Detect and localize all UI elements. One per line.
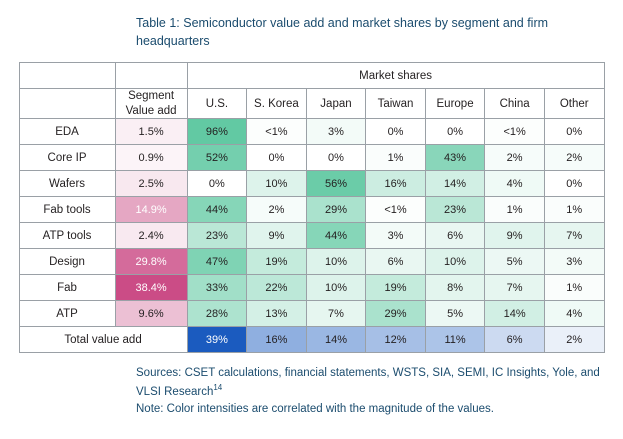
- cell-share: 0%: [187, 171, 247, 197]
- cell-total-share: 39%: [187, 327, 247, 353]
- cell-share: 0%: [306, 145, 366, 171]
- cell-share: 14%: [485, 301, 545, 327]
- cell-value-add: 9.6%: [115, 301, 187, 327]
- cell-share: 10%: [425, 249, 485, 275]
- cell-share: 9%: [485, 223, 545, 249]
- cell-share: 1%: [366, 145, 426, 171]
- cell-share: 2%: [485, 145, 545, 171]
- cell-value-add: 0.9%: [115, 145, 187, 171]
- header-segment-value-add: [115, 89, 187, 119]
- header-col-taiwan: Taiwan: [366, 89, 426, 119]
- table-row: [19, 249, 604, 275]
- cell-value-add: 2.5%: [115, 171, 187, 197]
- cell-value-add: 14.9%: [115, 197, 187, 223]
- cell-value-add: 29.8%: [115, 249, 187, 275]
- header-segment-blank: [115, 63, 187, 89]
- cell-share: 28%: [187, 301, 247, 327]
- cell-share: 6%: [366, 249, 426, 275]
- cell-share: <1%: [485, 119, 545, 145]
- cell-share: 16%: [366, 171, 426, 197]
- header-market-shares: Market shares: [187, 63, 604, 89]
- header-corner-blank: [19, 63, 115, 89]
- cell-total-share: 14%: [306, 327, 366, 353]
- table-notes: [136, 365, 605, 419]
- cell-share: 4%: [485, 171, 545, 197]
- cell-share: <1%: [366, 197, 426, 223]
- cell-share: 19%: [247, 249, 307, 275]
- row-label: ATP tools: [19, 223, 115, 249]
- cell-share: 9%: [247, 223, 307, 249]
- table-row: [19, 301, 604, 327]
- header-col-other: Other: [544, 89, 604, 119]
- table-header-group-row: [19, 63, 604, 89]
- cell-share: 3%: [366, 223, 426, 249]
- cell-share: 7%: [306, 301, 366, 327]
- header-col-europe: Europe: [425, 89, 485, 119]
- value-add-table: [19, 62, 605, 353]
- cell-share: <1%: [247, 119, 307, 145]
- cell-share: 3%: [544, 249, 604, 275]
- total-row-label: Total value add: [19, 327, 187, 353]
- header-row-label-blank: [19, 89, 115, 119]
- table-body: [19, 119, 604, 353]
- cell-share: 0%: [247, 145, 307, 171]
- row-label: Design: [19, 249, 115, 275]
- cell-share: 10%: [306, 275, 366, 301]
- cell-share: 5%: [485, 249, 545, 275]
- cell-share: 6%: [425, 223, 485, 249]
- cell-share: 7%: [544, 223, 604, 249]
- cell-share: 23%: [425, 197, 485, 223]
- table-row: [19, 223, 604, 249]
- cell-share: 10%: [306, 249, 366, 275]
- cell-share: 2%: [247, 197, 307, 223]
- cell-share: 14%: [425, 171, 485, 197]
- cell-share: 96%: [187, 119, 247, 145]
- cell-share: 1%: [485, 197, 545, 223]
- cell-share: 47%: [187, 249, 247, 275]
- cell-share: 52%: [187, 145, 247, 171]
- cell-share: 44%: [187, 197, 247, 223]
- cell-share: 5%: [425, 301, 485, 327]
- header-segment-line1: Segment: [128, 90, 175, 103]
- cell-share: 7%: [485, 275, 545, 301]
- cell-share: 56%: [306, 171, 366, 197]
- cell-share: 3%: [306, 119, 366, 145]
- table-row: [19, 197, 604, 223]
- cell-share: 23%: [187, 223, 247, 249]
- table-header-row: [19, 89, 604, 119]
- table-head: [19, 63, 604, 119]
- cell-share: 10%: [247, 171, 307, 197]
- header-col-china: China: [485, 89, 545, 119]
- table-row: [19, 275, 604, 301]
- row-label: Fab tools: [19, 197, 115, 223]
- row-label: Core IP: [19, 145, 115, 171]
- row-label: Fab: [19, 275, 115, 301]
- table-row: [19, 171, 604, 197]
- header-segment-line2: Value add: [125, 104, 177, 117]
- sources-text: Sources: CSET calculations, financial statements, WSTS, SIA, SEMI, IC Insights, Yole, and VLSI Research: [136, 367, 600, 399]
- header-col-skorea: S. Korea: [247, 89, 307, 119]
- cell-total-share: 16%: [247, 327, 307, 353]
- cell-share: 1%: [544, 197, 604, 223]
- cell-share: 33%: [187, 275, 247, 301]
- header-col-japan: Japan: [306, 89, 366, 119]
- cell-share: 0%: [425, 119, 485, 145]
- cell-value-add: 2.4%: [115, 223, 187, 249]
- row-label: Wafers: [19, 171, 115, 197]
- cell-value-add: 38.4%: [115, 275, 187, 301]
- cell-share: 0%: [544, 171, 604, 197]
- cell-total-share: 12%: [366, 327, 426, 353]
- table-row: [19, 119, 604, 145]
- cell-total-share: 2%: [544, 327, 604, 353]
- note-line: Note: Color intensities are correlated with the magnitude of the values.: [136, 403, 494, 416]
- cell-share: 29%: [366, 301, 426, 327]
- table-total-row: [19, 327, 604, 353]
- cell-share: 2%: [544, 145, 604, 171]
- sources-footnote: 14: [213, 383, 223, 393]
- cell-share: 43%: [425, 145, 485, 171]
- cell-value-add: 1.5%: [115, 119, 187, 145]
- row-label: EDA: [19, 119, 115, 145]
- cell-share: 44%: [306, 223, 366, 249]
- sources-line: [136, 365, 605, 401]
- cell-total-share: 6%: [485, 327, 545, 353]
- cell-share: 0%: [544, 119, 604, 145]
- table-row: [19, 145, 604, 171]
- cell-share: 29%: [306, 197, 366, 223]
- table-caption: Table 1: Semiconductor value add and market shares by segment and firm headquarters: [136, 16, 549, 49]
- cell-share: 19%: [366, 275, 426, 301]
- cell-share: 22%: [247, 275, 307, 301]
- header-col-us: U.S.: [187, 89, 247, 119]
- cell-share: 8%: [425, 275, 485, 301]
- cell-total-share: 11%: [425, 327, 485, 353]
- cell-share: 13%: [247, 301, 307, 327]
- cell-share: 4%: [544, 301, 604, 327]
- cell-share: 1%: [544, 275, 604, 301]
- row-label: ATP: [19, 301, 115, 327]
- cell-share: 0%: [366, 119, 426, 145]
